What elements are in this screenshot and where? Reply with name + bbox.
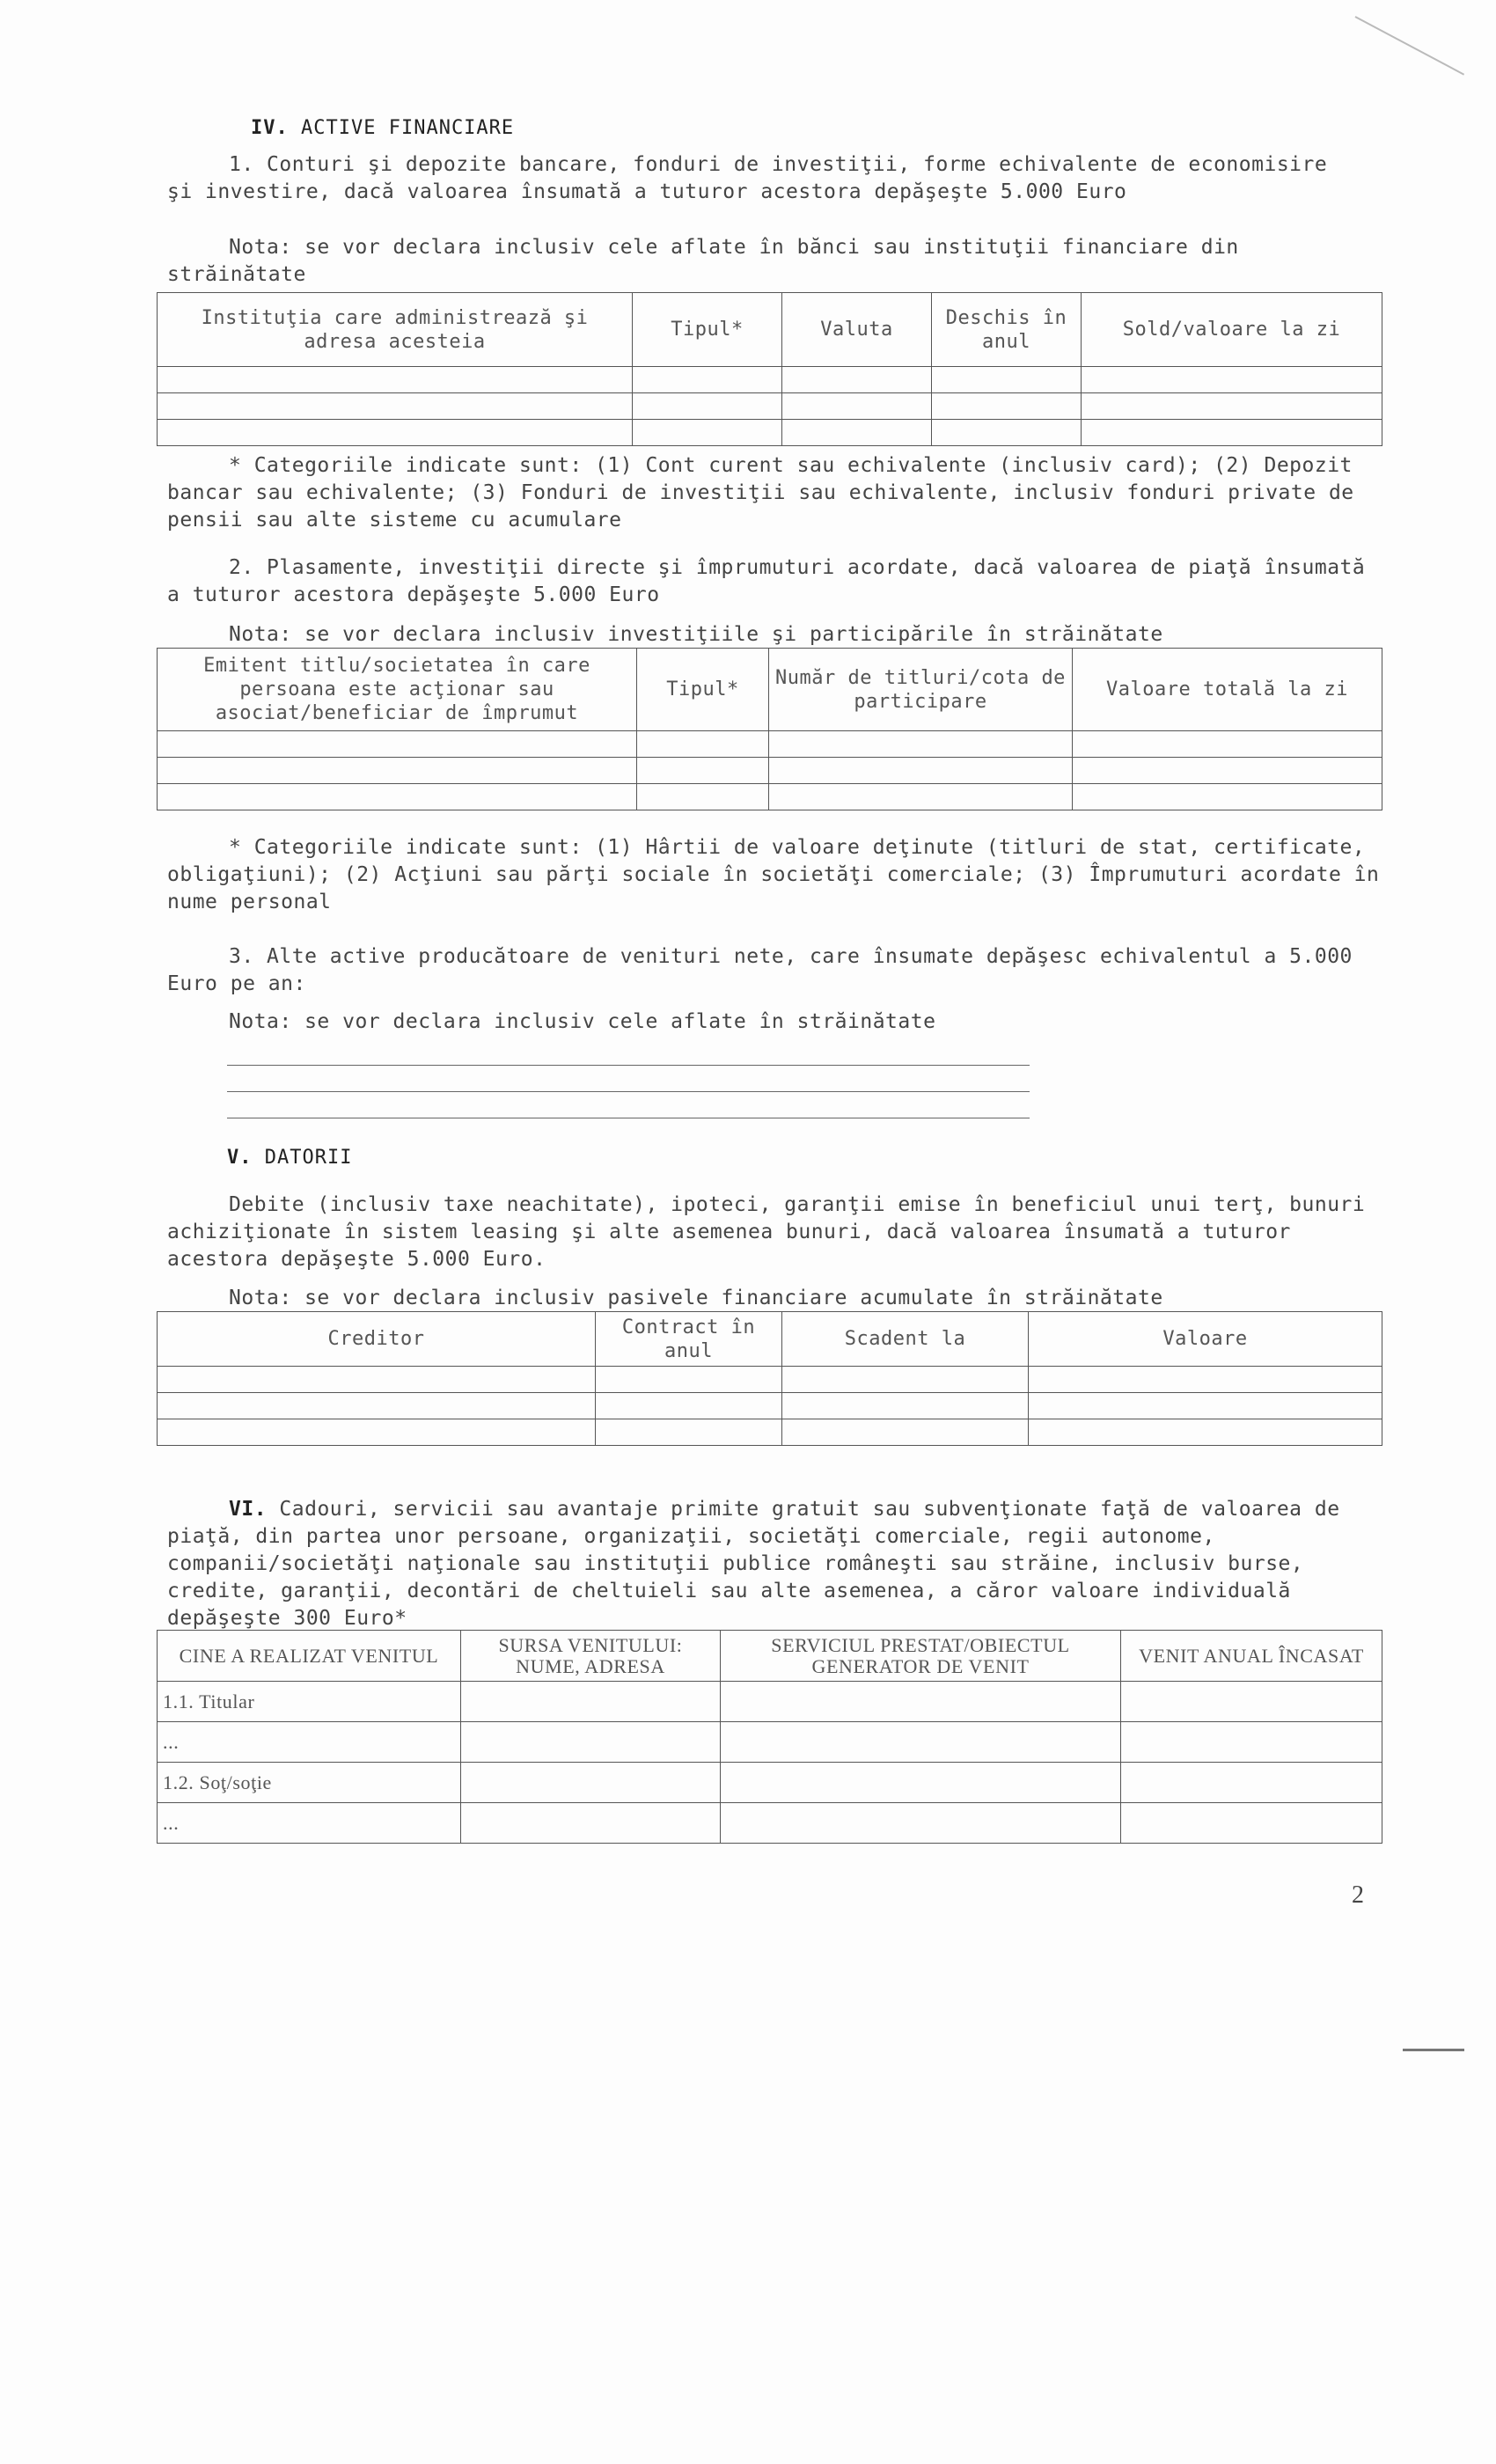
gifts-table-header — [158, 1631, 1382, 1682]
page-number: 2 — [1352, 1881, 1364, 1909]
row-spouse-label: 1.2. Soţ/soţie — [158, 1763, 461, 1803]
scan-mark — [1403, 2049, 1464, 2051]
section-v-number: V. — [227, 1147, 253, 1169]
accounts-table — [157, 292, 1382, 446]
table-row — [158, 784, 1382, 810]
scan-mark — [1355, 16, 1465, 75]
section-iv-number: IV. — [251, 117, 289, 139]
table-row — [158, 1722, 1382, 1763]
row-ellipsis: ... — [158, 1803, 461, 1844]
header-institution: Instituţia care administrează şi adresa acesteia — [158, 293, 633, 367]
row-ellipsis: ... — [158, 1722, 461, 1763]
table-row — [158, 1682, 1382, 1722]
item2-note: Nota: se vor declara inclusiv investiţiile şi participările în străinătate — [229, 623, 1163, 646]
header-type: Tipul* — [637, 649, 769, 731]
header-issuer: Emitent titlu/societatea în care persoana este acţionar sau asociat/beneficiar de împrumut — [158, 649, 637, 731]
debts-table — [157, 1311, 1382, 1446]
header-share-count: Număr de titluri/cota de participare — [769, 649, 1073, 731]
table-row — [158, 367, 1382, 393]
header-service-provided: SERVICIUL PRESTAT/OBIECTUL GENERATOR DE VENIT — [721, 1631, 1121, 1682]
table-row — [158, 1393, 1382, 1419]
header-type: Tipul* — [633, 293, 782, 367]
item3-note: Nota: se vor declara inclusiv cele aflate în străinătate — [229, 1010, 936, 1033]
section-iv-heading — [251, 114, 514, 142]
header-balance: Sold/valoare la zi — [1082, 293, 1382, 367]
table-row — [158, 731, 1382, 758]
item1-note: Nota: se vor declara inclusiv cele aflate în bănci sau instituţii financiare din străinătate — [167, 236, 1239, 286]
item1-text: 1. Conturi şi depozite bancare, fonduri de investiţii, forme echivalente de economisire şi investire, dacă valoarea însumată a tuturor acestora depăşeşte 5.000 Euro — [167, 153, 1328, 203]
row-holder-label: 1.1. Titular — [158, 1682, 461, 1722]
table-row — [158, 1367, 1382, 1393]
section-vi-text: Cadouri, servicii sau avantaje primite gratuit sau subvenţionate faţă de valoarea de piaţă, din partea unor persoane, organizaţii, societăţi comerciale, regii autonome, companii/societăţi naţionale sau instituţii publice româneşti sau străine, inclusiv burse, credite, garanţii, decontări de cheltuieli sau alte asemenea, a căror valoare individuală depăşeşte 300 Euro* — [167, 1498, 1340, 1630]
section-v-note: Nota: se vor declara inclusiv pasivele financiare acumulate în străinătate — [229, 1287, 1163, 1309]
header-contract-year: Contract în anul — [596, 1312, 782, 1367]
item2-footnote: * Categoriile indicate sunt: (1) Hârtii de valoare deţinute (titluri de stat, certificate, obligaţiuni); (2) Acţiuni sau părţi sociale în societăţi comerciale; (3) Împrumuturi acordate în nume personal — [167, 836, 1380, 913]
blank-line — [227, 1065, 1030, 1066]
header-currency: Valuta — [782, 293, 932, 367]
header-income-source: SURSA VENITULUI: NUME, ADRESA — [461, 1631, 721, 1682]
table-row — [158, 1803, 1382, 1844]
table-row — [158, 420, 1382, 446]
header-value: Valoare — [1029, 1312, 1382, 1367]
investments-table-header — [158, 649, 1382, 731]
accounts-table-header — [158, 293, 1382, 367]
header-creditor: Creditor — [158, 1312, 596, 1367]
section-v-text: Debite (inclusiv taxe neachitate), ipoteci, garanţii emise în beneficiul unui terţ, bunuri achiziţionate în sistem leasing şi alte asemenea bunuri, dacă valoarea însumată a tuturor acestora depăşeşte 5.000 Euro. — [167, 1193, 1366, 1271]
header-income-earner: CINE A REALIZAT VENITUL — [158, 1631, 461, 1682]
table-row — [158, 1419, 1382, 1446]
section-vi-paragraph — [167, 1496, 1382, 1632]
gifts-table — [157, 1630, 1382, 1844]
item2-text: 2. Plasamente, investiţii directe şi împrumuturi acordate, dacă valoarea de piaţă însumată a tuturor acestora depăşeşte 5.000 Euro — [167, 556, 1366, 606]
section-vi-number: VI. — [229, 1498, 268, 1521]
item1-footnote: * Categoriile indicate sunt: (1) Cont curent sau echivalente (inclusiv card); (2) Depozit bancar sau echivalente; (3) Fonduri de investiţii sau echivalente, inclusiv fonduri private de pensii sau alte sisteme cu acumulare — [167, 454, 1354, 532]
table-row — [158, 758, 1382, 784]
table-row — [158, 393, 1382, 420]
table-row — [158, 1763, 1382, 1803]
header-opened-year: Deschis în anul — [932, 293, 1082, 367]
section-iv-title: ACTIVE FINANCIARE — [301, 117, 515, 139]
investments-table — [157, 648, 1382, 810]
header-annual-income: VENIT ANUAL ÎNCASAT — [1121, 1631, 1382, 1682]
section-v-heading — [227, 1144, 352, 1171]
header-total-value: Valoare totală la zi — [1073, 649, 1382, 731]
section-v-title: DATORII — [264, 1147, 353, 1169]
item3-text: 3. Alte active producătoare de venituri nete, care însumate depăşesc echivalentul a 5.000 Euro pe an: — [167, 945, 1353, 995]
header-due-date: Scadent la — [782, 1312, 1029, 1367]
blank-line — [227, 1091, 1030, 1092]
debts-table-header — [158, 1312, 1382, 1367]
